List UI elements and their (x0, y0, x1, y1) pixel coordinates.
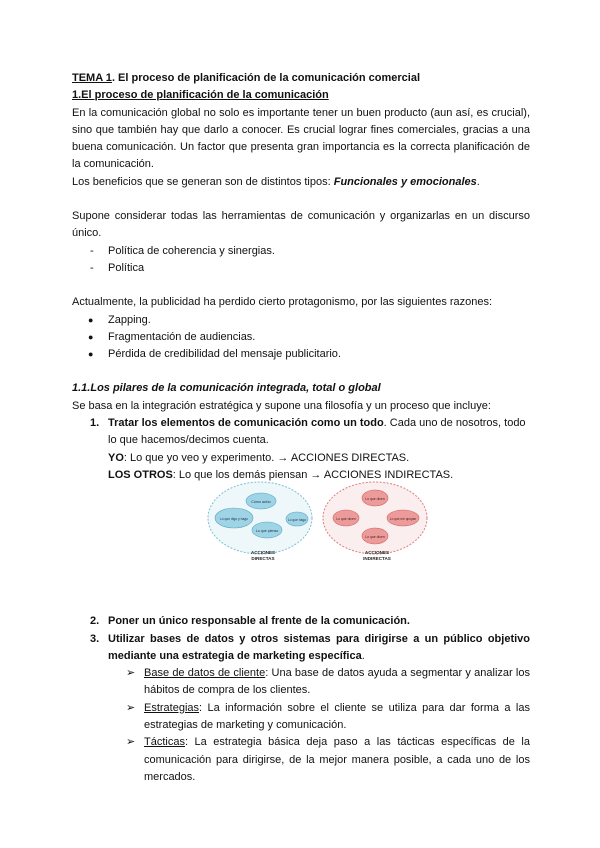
dash-item: - Política de coherencia y sinergias. (72, 243, 530, 260)
right-group-label: ACCIONES (364, 550, 390, 555)
right-bubble-label: Lo que dicen (365, 535, 385, 539)
otros-text: : Lo que los demás piensan → ACCIONES INDIRECTAS. (172, 468, 454, 481)
arrow-item-text: : La información sobre el cliente se utiliza para dar forma a las estrategias de marketing y comunicación. (144, 701, 530, 732)
section-heading-1: 1.El proceso de planificación de la comunicación (72, 89, 329, 102)
acciones-diagram (205, 478, 429, 570)
arrow-item (72, 700, 530, 735)
item1-bold: Tratar los elementos de comunicación como un todo (108, 417, 384, 430)
arrow-list (72, 665, 530, 786)
yo-text: : Lo que yo veo y experimento. → ACCIONES DIRECTAS. (123, 451, 410, 464)
bullet-item: ● Fragmentación de audiencias. (72, 329, 530, 346)
paragraph-supone: Supone considerar todas las herramientas de comunicación y organizarlas en un discurso único. (72, 210, 530, 240)
yo-label: YO (108, 451, 124, 464)
right-bubble-label: Lo que dicen (365, 497, 385, 501)
benefits-prefix: Los beneficios que se generan son de distintos tipos: (72, 175, 334, 188)
paragraph-intro: En la comunicación global no solo es importante tener un buen producto (aun así, es crucial), sino que también hay que darlo a conocer. Es crucial lograr fines comerciales, gracias a una buena comunicación. Un factor que presenta gran importancia es la correcta planificación de la comunicación. (72, 106, 530, 171)
tema-title: . El proceso de planificación de la comunicación comercial (111, 72, 421, 84)
dash-item: - Política (72, 260, 530, 277)
arrow-item-text: : Una base de datos ayuda a segmentar y analizar los hábitos de compra de los clientes. (144, 667, 530, 697)
left-bubble-label: Cómo actúo (251, 500, 271, 504)
left-group-label: DIRECTAS (251, 556, 275, 561)
right-bubble-label: Lo que dicen (336, 517, 356, 521)
arrow-item-label: Tácticas (144, 736, 185, 749)
bullet-item: ● Zapping. (72, 312, 530, 329)
paragraph-actualmente: Actualmente, la publicidad ha perdido cierto protagonismo, por las siguientes razones: (72, 296, 493, 309)
document-page (72, 70, 530, 786)
arrow-bullet-icon: ➢ (126, 667, 136, 680)
dash-list (72, 243, 530, 278)
item3-suffix: . (361, 649, 365, 662)
numbered-item-2 (72, 613, 530, 630)
paragraph-se-basa: Se basa en la integración estratégica y supone una filosofía y un proceso que incluye: (72, 399, 491, 412)
otros-label: LOS OTROS (108, 468, 173, 481)
benefits-types: Funcionales y emocionales (333, 175, 477, 188)
arrow-item-text: : La estrategia básica deja paso a las tácticas específicas de la comunicación para dirigirse, de la mejor manera posible, a cada uno de los mercados. (144, 736, 530, 783)
bullet-list (72, 312, 530, 364)
right-bubble-label: Lo que me apoyan (389, 517, 417, 521)
benefits-suffix: . (476, 175, 480, 188)
right-group-label: INDIRECTAS (363, 556, 391, 561)
document-title (72, 70, 530, 87)
section-heading-1-1: 1.1.Los pilares de la comunicación integrada, total o global (72, 382, 381, 395)
arrow-item (72, 734, 530, 786)
numbered-item-3 (72, 631, 530, 666)
arrow-bullet-icon: ➢ (126, 736, 136, 749)
item2-text: Poner un único responsable al frente de la comunicación. (108, 615, 410, 628)
left-bubble-label: Lo que pienso (255, 529, 279, 533)
arrow-item (72, 665, 530, 700)
item-number: 1. (90, 417, 100, 430)
item3-text: Utilizar bases de datos y otros sistemas para dirigirse a un público objetivo mediante una estrategia de marketing específica (108, 632, 530, 662)
item-number: 2. (90, 615, 100, 628)
item1-rest: . Cada uno de nosotros, todo lo que hacemos/decimos cuenta. (108, 417, 526, 447)
arrow-bullet-icon: ➢ (126, 701, 136, 714)
bullet-item: ● Pérdida de credibilidad del mensaje publicitario. (72, 346, 530, 363)
left-group-label: ACCIONES (250, 550, 276, 555)
tema-label: TEMA 1 (72, 72, 112, 84)
left-bubble-label: Lo que digo y hago (219, 517, 249, 521)
arrow-item-label: Base de datos de cliente (144, 667, 266, 680)
paragraph-benefits (72, 174, 530, 191)
arrow-item-label: Estrategias (144, 701, 200, 714)
left-bubble-label: Lo que hago (287, 518, 307, 522)
item-number: 3. (90, 632, 100, 645)
yo-line (108, 450, 530, 467)
